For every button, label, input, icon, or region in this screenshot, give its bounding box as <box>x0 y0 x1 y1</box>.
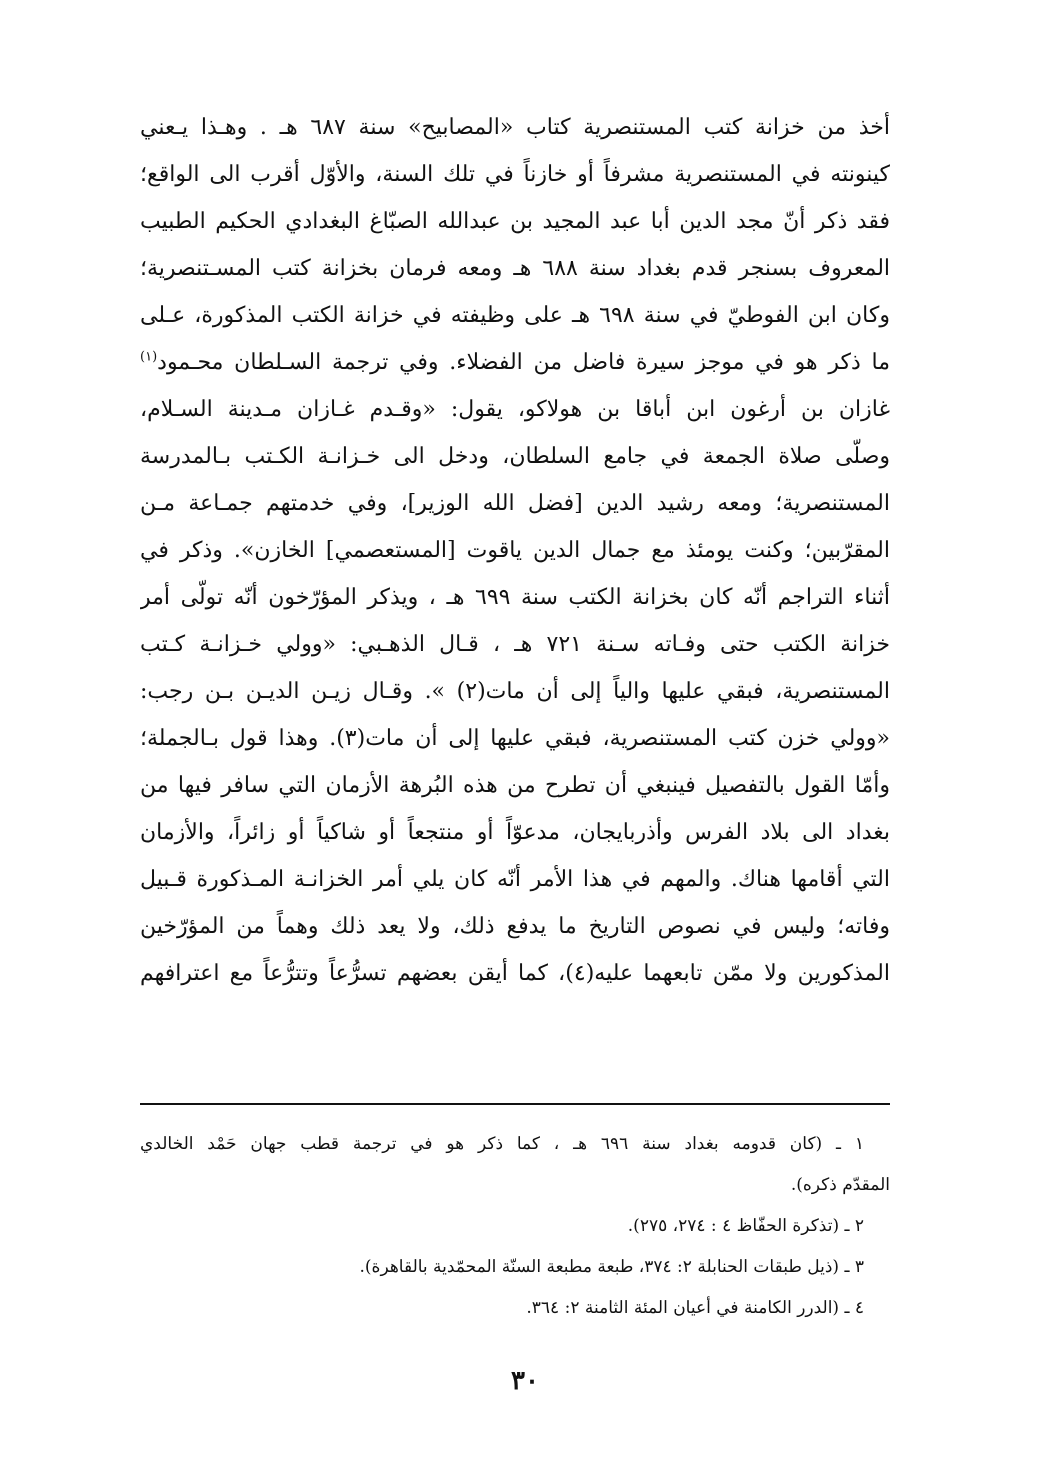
body-line-5: وكان ابن الفوطيّ في سنة ٦٩٨ هـ على وظيفته في خزانة الكتب المذكورة، عـلى <box>140 303 890 328</box>
body-line-18: وفاته؛ وليس في نصوص التاريخ ما يدفع ذلك، ولا يعد ذلك وهماً من المؤرّخين <box>140 914 890 939</box>
body-line-13: المستنصرية، فبقي عليها والياً إلى أن مات(٢) ». وقـال زيـن الديـن بـن رجب: <box>140 679 890 704</box>
footnote-separator-rule <box>140 1103 890 1105</box>
body-line-6-text: ما ذكر هو في موجز سيرة فاضل من الفضلاء. وفي ترجمة السـلطان محـمود <box>157 350 890 375</box>
body-line-1: أخذ من خزانة كتب المستنصرية كتاب «المصابيح» سنة ٦٨٧ هـ . وهـذا يـعني <box>140 115 890 140</box>
body-line-9: المستنصرية؛ ومعه رشيد الدين [فضل الله الوزير]، وفي خدمتهم جمـاعة مـن <box>140 491 890 516</box>
footnotes-block <box>140 1124 890 1329</box>
main-text-block <box>140 104 890 997</box>
body-line-16: بغداد الى بلاد الفرس وأذربايجان، مدعوّاً أو منتجعاً أو شاكياً أو زائراً، والأزمان <box>140 820 890 845</box>
body-line-15: وأمّا القول بالتفصيل فينبغي أن تطرح من هذه البُرهة الأزمان التي سافر فيها من <box>140 773 890 798</box>
page-number: ٣٠ <box>511 1366 539 1396</box>
body-line-6 <box>140 339 890 386</box>
body-line-12: خزانة الكتب حتى وفـاته سـنة ٧٢١ هـ ، قـال الذهـبي: «وولي خـزانـة كـتب <box>140 632 890 657</box>
footnote-2: ٢ ـ (تذكرة الحفّاظ ٤ : ٢٧٤، ٢٧٥). <box>627 1216 864 1236</box>
footnote-1-continuation: المقدّم ذكره). <box>790 1175 890 1195</box>
body-line-11: أثناء التراجم أنّه كان بخزانة الكتب سنة ٦٩٩ هـ ، ويذكر المؤرّخون أنّه تولّى أمر <box>140 585 890 610</box>
footnote-marker-1: (١) <box>140 349 158 365</box>
body-line-7: غازان بن أرغون ابن أباقا بن هولاكو، يقول: «وقـدم غـازان مـدينة السـلام، <box>140 397 890 422</box>
body-line-17: التي أقامها هناك. والمهم في هذا الأمر أنّه كان يلي أمر الخزانـة المـذكورة قـبيل <box>140 867 890 892</box>
body-line-2: كينونته في المستنصرية مشرفاً أو خازناً في تلك السنة، والأوّل أقرب الى الواقع؛ <box>140 162 890 187</box>
footnote-3: ٣ ـ (ذيل طبقات الحنابلة ٢: ٣٧٤، طبعة مطبعة السنّة المحمّدية بالقاهرة). <box>359 1257 864 1277</box>
body-line-4: المعروف بسنجر قدم بغداد سنة ٦٨٨ هـ ومعه فرمان بخزانة كتب المسـتنصرية؛ <box>140 256 890 281</box>
body-line-8: وصلّى صلاة الجمعة في جامع السلطان، ودخل الى خـزانـة الكـتب بـالمدرسة <box>140 444 890 469</box>
footnote-1: ١ ـ (كان قدومه بغداد سنة ٦٩٦ هـ ، كما ذكر هو في ترجمة قطب جهان حَمْد الخالدي <box>140 1134 864 1154</box>
body-line-19: المذكورين ولا ممّن تابعهما عليه(٤)، كما أيقن بعضهم تسرُّعاً وتترُّعاً مع اعترافهم <box>140 961 890 986</box>
body-line-14: «وولي خزن كتب المستنصرية، فبقي عليها إلى أن مات(٣). وهذا قول بـالجملة؛ <box>140 726 890 751</box>
body-line-10: المقرّبين؛ وكنت يومئذ مع جمال الدين ياقوت [المستعصمي] الخازن». وذكر في <box>140 538 890 563</box>
footnote-4: ٤ ـ (الدرر الكامنة في أعيان المئة الثامنة ٢: ٣٦٤. <box>526 1298 864 1318</box>
body-line-3: فقد ذكر أنّ مجد الدين أبا عبد المجيد بن عبدالله الصبّاغ البغدادي الحكيم الطبيب <box>140 209 890 234</box>
